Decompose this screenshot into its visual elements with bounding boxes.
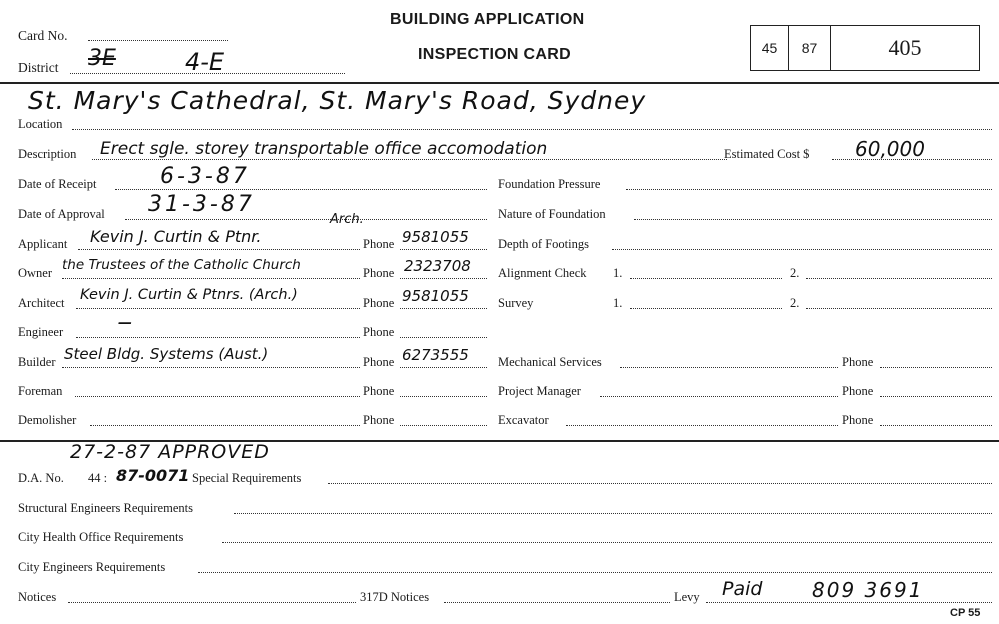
foreman-line [75, 396, 360, 397]
card-box-cell-3: 405 [888, 35, 922, 60]
da-number-prefix: 44 : [88, 471, 108, 485]
da-number-value: 87-0071 [116, 466, 190, 485]
da-number-label: D.A. No. [18, 471, 64, 485]
applicant-line [78, 249, 360, 250]
location-label: Location [18, 117, 63, 131]
excavator-label: Excavator [498, 413, 549, 427]
owner-value: the Trustees of the Catholic Church [62, 257, 301, 273]
demolisher-phone-label: Phone [363, 413, 395, 427]
engineer-label: Engineer [18, 325, 64, 339]
date-of-approval-line [125, 219, 487, 220]
survey-line1 [630, 308, 782, 309]
foreman-phone-line [400, 396, 487, 397]
project-manager-phone-line [880, 396, 992, 397]
alignment-check-num2: 2. [790, 266, 800, 280]
applicant-annotation: Arch. [330, 212, 364, 227]
nature-of-foundation-line [634, 219, 992, 220]
city-engineers-line [198, 572, 992, 573]
engineer-phone-label: Phone [363, 325, 395, 339]
description-line [92, 159, 727, 160]
architect-phone: 9581055 [402, 287, 469, 305]
depth-of-footings-label: Depth of Footings [498, 237, 589, 251]
foreman-label: Foreman [18, 384, 63, 398]
applicant-phone-line [400, 249, 487, 250]
notices-317d-line [444, 602, 670, 603]
alignment-check-line1 [630, 278, 782, 279]
date-of-receipt-line [115, 189, 487, 190]
foundation-pressure-label: Foundation Pressure [498, 177, 601, 191]
special-requirements-line [328, 483, 992, 484]
card-number-box [750, 25, 980, 71]
card-no-label: Card No. [18, 28, 68, 43]
form-title-line1: BUILDING APPLICATION [390, 11, 585, 28]
builder-value: Steel Bldg. Systems (Aust.) [64, 345, 269, 363]
architect-phone-line [400, 308, 487, 309]
project-manager-phone-label: Phone [842, 384, 874, 398]
special-requirements-label: Special Requirements [192, 471, 302, 485]
engineer-line [76, 337, 360, 338]
estimated-cost-value: 60,000 [855, 137, 925, 161]
foundation-pressure-line [626, 189, 992, 190]
date-of-approval-label: Date of Approval [18, 207, 105, 221]
mechanical-services-line [620, 367, 838, 368]
demolisher-label: Demolisher [18, 413, 77, 427]
district-struck-value: 3E [88, 46, 116, 71]
levy-label: Levy [674, 590, 700, 604]
builder-phone-label: Phone [363, 355, 395, 369]
district-line [70, 73, 345, 74]
description-value: Erect sgle. storey transportable office accomodation [100, 139, 548, 159]
form-title-line2: INSPECTION CARD [418, 46, 571, 63]
location-line [72, 129, 992, 130]
engineer-phone-line [400, 337, 487, 338]
owner-phone: 2323708 [404, 257, 471, 275]
owner-phone-label: Phone [363, 266, 395, 280]
notices-317d-label: 317D Notices [360, 590, 430, 604]
excavator-phone-line [880, 425, 992, 426]
applicant-value: Kevin J. Curtin & Ptnr. [90, 227, 262, 246]
card-box-cell-2: 87 [789, 26, 831, 70]
date-of-approval-value: 31-3-87 [148, 192, 255, 217]
date-of-receipt-label: Date of Receipt [18, 177, 97, 191]
builder-line [62, 367, 360, 368]
builder-phone: 6273555 [402, 346, 469, 364]
levy-number-value: 809 3691 [812, 578, 924, 602]
card-box-cell-1: 45 [751, 26, 789, 70]
excavator-line [566, 425, 838, 426]
estimated-cost-line [832, 159, 992, 160]
survey-line2 [806, 308, 992, 309]
demolisher-phone-line [400, 425, 487, 426]
owner-phone-line [400, 278, 487, 279]
engineer-value: — [118, 315, 132, 331]
estimated-cost-label: Estimated Cost $ [724, 147, 810, 161]
city-health-office-label: City Health Office Requirements [18, 530, 184, 544]
architect-value: Kevin J. Curtin & Ptnrs. (Arch.) [80, 287, 298, 303]
architect-phone-label: Phone [363, 296, 395, 310]
depth-of-footings-line [612, 249, 992, 250]
owner-line [62, 278, 360, 279]
city-engineers-label: City Engineers Requirements [18, 560, 166, 574]
notices-label: Notices [18, 590, 57, 604]
structural-engineers-line [234, 513, 992, 514]
excavator-phone-label: Phone [842, 413, 874, 427]
architect-label: Architect [18, 296, 65, 310]
applicant-label: Applicant [18, 237, 68, 251]
builder-phone-line [400, 367, 487, 368]
foreman-phone-label: Phone [363, 384, 395, 398]
district-value: 4-E [185, 48, 225, 76]
levy-line [706, 602, 992, 603]
alignment-check-line2 [806, 278, 992, 279]
demolisher-line [90, 425, 360, 426]
mechanical-services-phone-line [880, 367, 992, 368]
header-divider [0, 82, 999, 84]
project-manager-line [600, 396, 838, 397]
applicant-phone: 9581055 [402, 228, 469, 246]
owner-label: Owner [18, 266, 53, 280]
description-label: Description [18, 147, 77, 161]
form-code: CP 55 [950, 607, 981, 619]
mechanical-services-label: Mechanical Services [498, 355, 602, 369]
survey-num1: 1. [613, 296, 623, 310]
applicant-phone-label: Phone [363, 237, 395, 251]
alignment-check-label: Alignment Check [498, 266, 587, 280]
levy-paid-value: Paid [722, 578, 763, 600]
location-value: St. Mary's Cathedral, St. Mary's Road, Sydney [28, 86, 647, 115]
date-of-receipt-value: 6-3-87 [160, 164, 250, 189]
alignment-check-num1: 1. [613, 266, 623, 280]
approval-note: 27-2-87 APPROVED [70, 441, 270, 463]
nature-of-foundation-label: Nature of Foundation [498, 207, 606, 221]
structural-engineers-label: Structural Engineers Requirements [18, 501, 193, 515]
project-manager-label: Project Manager [498, 384, 581, 398]
notices-line [68, 602, 356, 603]
card-no-line [88, 40, 228, 41]
city-health-office-line [222, 542, 992, 543]
architect-line [76, 308, 360, 309]
survey-label: Survey [498, 296, 534, 310]
builder-label: Builder [18, 355, 56, 369]
mechanical-services-phone-label: Phone [842, 355, 874, 369]
district-label: District [18, 60, 59, 75]
survey-num2: 2. [790, 296, 800, 310]
